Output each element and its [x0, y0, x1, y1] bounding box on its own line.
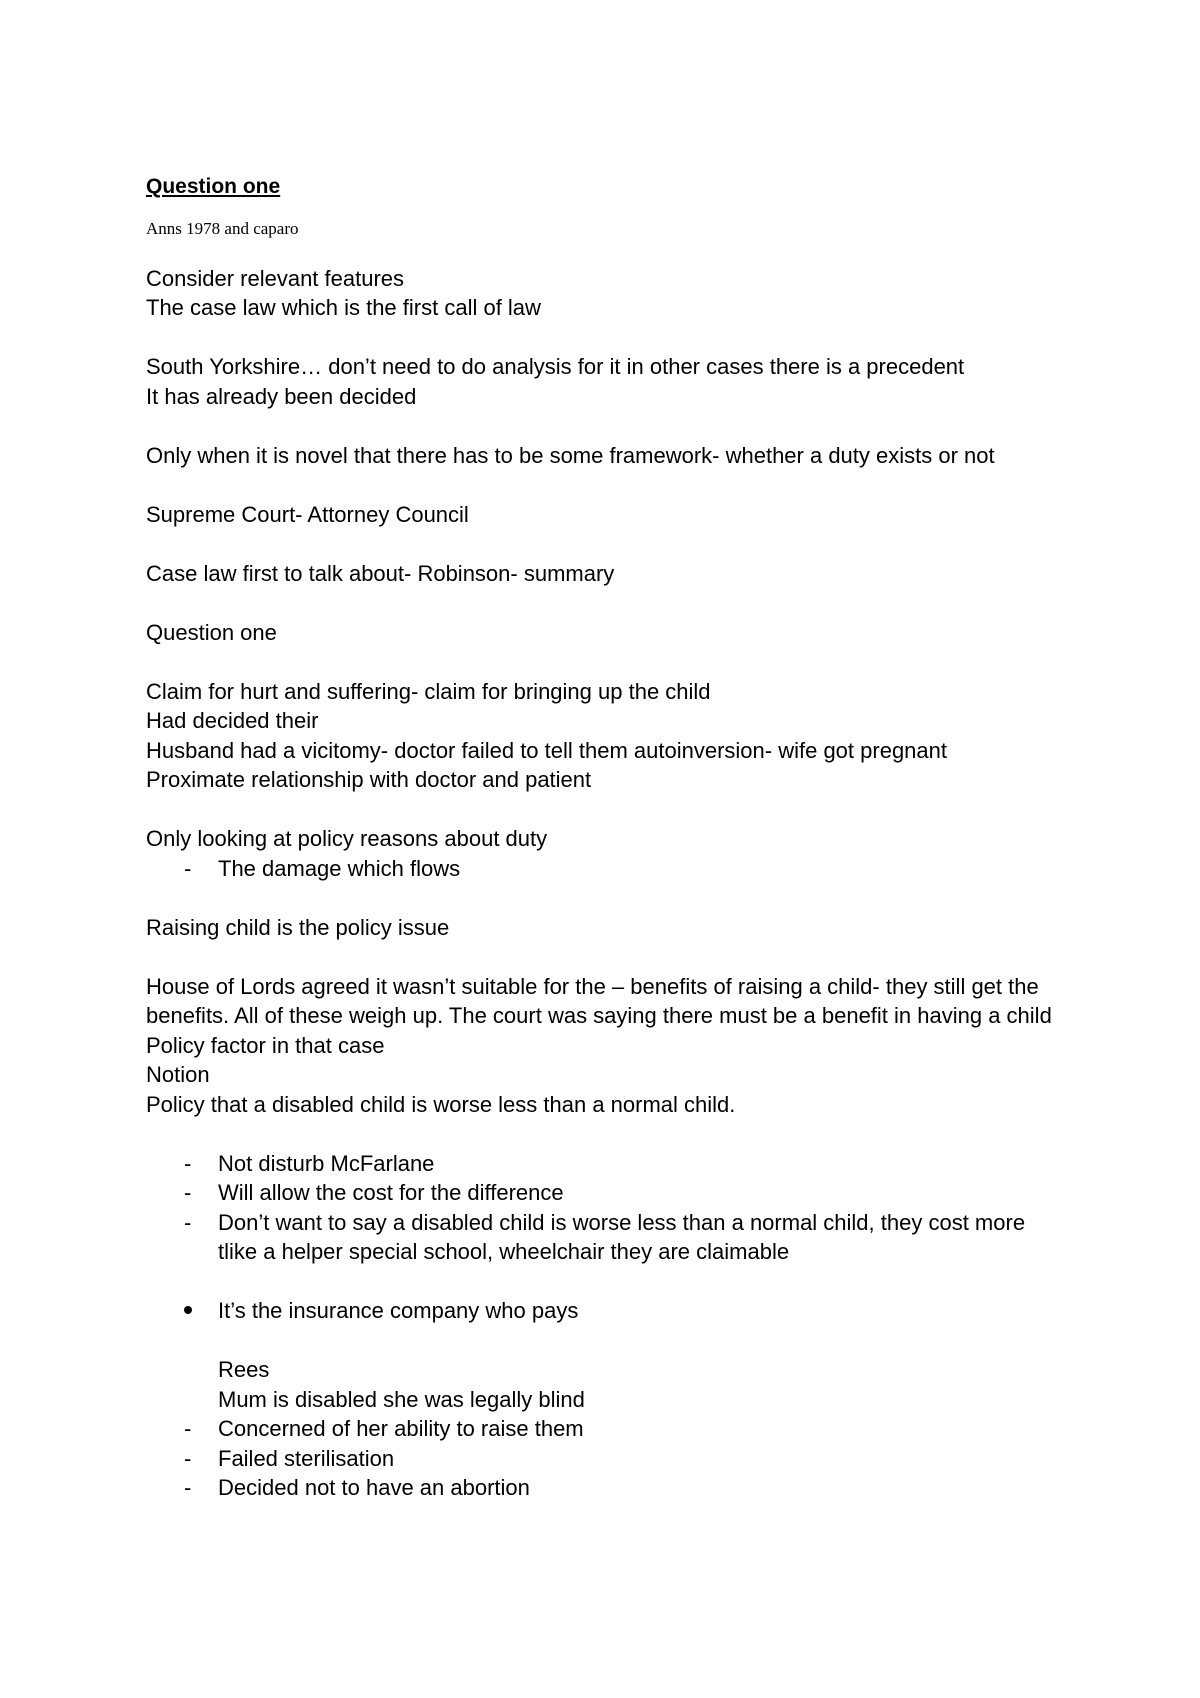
text-line: Rees [218, 1357, 270, 1382]
list-item [146, 1296, 1066, 1326]
text-line: The case law which is the first call of law [146, 295, 541, 320]
list-item [146, 1208, 1066, 1267]
text-line: Policy factor in that case [146, 1032, 385, 1058]
list-item-text: Concerned of her ability to raise them [218, 1416, 584, 1441]
text-line: Raising child is the policy issue [146, 914, 450, 940]
dash-marker: - [184, 855, 192, 881]
spacer [146, 470, 1066, 500]
dash-marker: - [184, 1209, 192, 1235]
spacer [146, 588, 1066, 618]
text-line: Notion [146, 1062, 210, 1087]
dash-marker: - [184, 1445, 192, 1471]
text-line: Only looking at policy reasons about duty [146, 826, 548, 851]
dash-marker: - [184, 1150, 192, 1176]
dash-marker: - [184, 1475, 192, 1500]
text-line: Consider relevant features [146, 265, 405, 291]
spacer [146, 1119, 1066, 1149]
list-item [146, 1149, 1066, 1179]
dash-list [146, 1414, 1066, 1503]
spacer [146, 1326, 1066, 1356]
spacer [146, 529, 1066, 559]
text-line: Husband had a vicitomy- doctor failed to tell them autoinversion- wife got pregnant [146, 737, 947, 763]
list-item [146, 854, 1066, 884]
list-item-text: Not disturb McFarlane [218, 1150, 435, 1176]
list-item-text: The damage which flows [218, 855, 461, 881]
text-line: South Yorkshire… don’t need to do analysis for it in other cases there is a precedent [146, 354, 965, 379]
text-line: Only when it is novel that there has to be some framework- whether a duty exists or not [146, 442, 995, 468]
spacer [146, 883, 1066, 913]
spacer [146, 795, 1066, 825]
list-item [146, 1414, 1066, 1444]
list-item [146, 1473, 1066, 1503]
dash-marker: - [184, 1180, 192, 1205]
dash-list [146, 854, 1066, 884]
dash-marker: - [184, 1416, 192, 1441]
list-item-text: Decided not to have an abortion [218, 1475, 530, 1500]
subheading: Anns 1978 and caparo [146, 219, 299, 238]
list-item [146, 1444, 1066, 1474]
list-item [146, 1178, 1066, 1208]
spacer [146, 647, 1066, 677]
text-line: Had decided their [146, 708, 319, 733]
document-body [146, 172, 1066, 1503]
bullet-list [146, 1296, 1066, 1326]
spacer [146, 411, 1066, 441]
text-paragraph: House of Lords agreed it wasn’t suitable for the – benefits of raising a child- they still get the benefits. All of these weigh up. The court was saying there must be a benefit in having a child [146, 973, 1052, 1028]
text-line: Claim for hurt and suffering- claim for bringing up the child [146, 678, 711, 704]
list-item-text: It’s the insurance company who pays [218, 1298, 579, 1323]
text-line: Question one [146, 619, 277, 645]
text-line: Policy that a disabled child is worse less than a normal child. [146, 1091, 736, 1117]
dash-list [146, 1149, 1066, 1267]
bullet-dot-icon [184, 1306, 192, 1314]
page-title: Question one [146, 175, 281, 198]
spacer [146, 323, 1066, 353]
spacer [146, 942, 1066, 972]
text-line: Proximate relationship with doctor and patient [146, 767, 592, 792]
text-line: Supreme Court- Attorney Council [146, 501, 469, 527]
spacer [146, 1267, 1066, 1297]
list-item-text: Don’t want to say a disabled child is worse less than a normal child, they cost more tlike a helper special school, wheelchair they are claimable [218, 1209, 1026, 1264]
text-line: It has already been decided [146, 383, 417, 409]
list-item-text: Will allow the cost for the difference [218, 1180, 564, 1205]
text-line: Mum is disabled she was legally blind [218, 1386, 585, 1412]
list-item-text: Failed sterilisation [218, 1445, 395, 1471]
text-line: Case law first to talk about- Robinson- summary [146, 560, 615, 586]
